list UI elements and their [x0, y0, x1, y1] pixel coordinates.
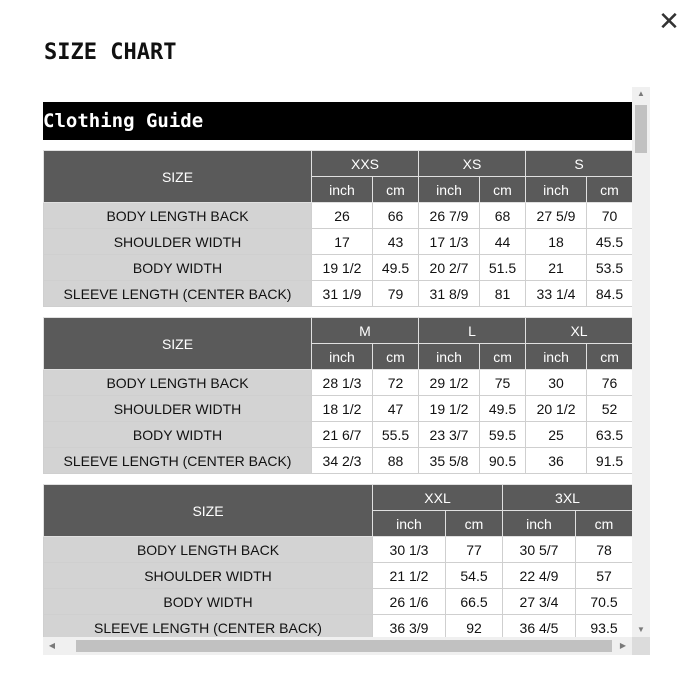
table-cell: 63.5 [587, 422, 632, 448]
size-label: XS [419, 151, 526, 177]
table-cell: 70 [587, 203, 632, 229]
horizontal-scrollbar[interactable] [43, 637, 632, 655]
size-header: SIZE [44, 151, 312, 203]
row-label: SLEEVE LENGTH (CENTER BACK) [44, 615, 373, 638]
table-cell: 90.5 [480, 448, 526, 474]
table-cell: 27 3/4 [503, 589, 576, 615]
row-label: SLEEVE LENGTH (CENTER BACK) [44, 448, 312, 474]
size-header: SIZE [44, 485, 373, 537]
table-cell: 17 1/3 [419, 229, 480, 255]
scrollbar-corner [632, 637, 650, 655]
table-row [44, 281, 633, 307]
table-cell: 77 [446, 537, 503, 563]
unit-inch: inch [312, 177, 373, 203]
size-label: M [312, 318, 419, 344]
unit-cm: cm [480, 344, 526, 370]
row-label: SHOULDER WIDTH [44, 563, 373, 589]
size-chart-scroll-area[interactable] [43, 87, 650, 655]
table-row [44, 255, 633, 281]
scroll-down-arrow-icon[interactable]: ▼ [637, 625, 645, 634]
table-row [44, 370, 633, 396]
table-cell: 84.5 [587, 281, 632, 307]
table-cell: 81 [480, 281, 526, 307]
size-table-3 [43, 484, 632, 637]
table-row [44, 615, 633, 638]
scroll-left-arrow-icon[interactable]: ◀ [48, 641, 56, 650]
size-table-2 [43, 317, 632, 474]
table-cell: 92 [446, 615, 503, 638]
table-cell: 28 1/3 [312, 370, 373, 396]
table-cell: 26 [312, 203, 373, 229]
table-cell: 88 [373, 448, 419, 474]
table-cell: 26 1/6 [373, 589, 446, 615]
table-cell: 21 6/7 [312, 422, 373, 448]
table-row [44, 229, 633, 255]
unit-cm: cm [576, 511, 633, 537]
row-label: BODY WIDTH [44, 589, 373, 615]
unit-inch: inch [503, 511, 576, 537]
table-row [44, 448, 633, 474]
row-label: BODY LENGTH BACK [44, 537, 373, 563]
table-cell: 75 [480, 370, 526, 396]
row-label: SLEEVE LENGTH (CENTER BACK) [44, 281, 312, 307]
scroll-right-arrow-icon[interactable]: ▶ [619, 641, 627, 650]
unit-inch: inch [419, 344, 480, 370]
vertical-scroll-thumb[interactable] [635, 105, 647, 153]
table-cell: 78 [576, 537, 633, 563]
table-cell: 18 1/2 [312, 396, 373, 422]
table-cell: 49.5 [373, 255, 419, 281]
modal-title: SIZE CHART [44, 40, 177, 65]
table-cell: 30 1/3 [373, 537, 446, 563]
row-label: SHOULDER WIDTH [44, 396, 312, 422]
table-cell: 51.5 [480, 255, 526, 281]
table-cell: 49.5 [480, 396, 526, 422]
table-cell: 44 [480, 229, 526, 255]
row-label: BODY WIDTH [44, 255, 312, 281]
table-row [44, 396, 633, 422]
size-label: L [419, 318, 526, 344]
size-header: SIZE [44, 318, 312, 370]
table-cell: 18 [526, 229, 587, 255]
unit-inch: inch [526, 344, 587, 370]
table-row [44, 589, 633, 615]
horizontal-scroll-thumb[interactable] [76, 640, 612, 652]
size-label: S [526, 151, 632, 177]
unit-cm: cm [480, 177, 526, 203]
table-cell: 25 [526, 422, 587, 448]
table-cell: 52 [587, 396, 632, 422]
table-cell: 55.5 [373, 422, 419, 448]
table-cell: 20 2/7 [419, 255, 480, 281]
table-cell: 34 2/3 [312, 448, 373, 474]
table-cell: 66 [373, 203, 419, 229]
table-row [44, 422, 633, 448]
unit-inch: inch [419, 177, 480, 203]
unit-cm: cm [373, 344, 419, 370]
table-cell: 23 3/7 [419, 422, 480, 448]
table-cell: 79 [373, 281, 419, 307]
row-label: BODY LENGTH BACK [44, 203, 312, 229]
table-cell: 47 [373, 396, 419, 422]
scroll-up-arrow-icon[interactable]: ▲ [637, 89, 645, 98]
size-label: XXL [373, 485, 503, 511]
table-cell: 68 [480, 203, 526, 229]
size-label: 3XL [503, 485, 633, 511]
row-label: SHOULDER WIDTH [44, 229, 312, 255]
table-cell: 22 4/9 [503, 563, 576, 589]
table-cell: 53.5 [587, 255, 632, 281]
table-cell: 31 8/9 [419, 281, 480, 307]
unit-cm: cm [587, 344, 632, 370]
size-table-1 [43, 150, 632, 307]
unit-cm: cm [373, 177, 419, 203]
table-cell: 45.5 [587, 229, 632, 255]
close-icon[interactable]: ✕ [658, 7, 680, 37]
table-cell: 70.5 [576, 589, 633, 615]
table-cell: 91.5 [587, 448, 632, 474]
row-label: BODY LENGTH BACK [44, 370, 312, 396]
scroll-content [43, 87, 632, 637]
table-cell: 26 7/9 [419, 203, 480, 229]
table-cell: 20 1/2 [526, 396, 587, 422]
table-cell: 35 5/8 [419, 448, 480, 474]
table-cell: 27 5/9 [526, 203, 587, 229]
table-cell: 21 1/2 [373, 563, 446, 589]
table-cell: 76 [587, 370, 632, 396]
table-cell: 54.5 [446, 563, 503, 589]
size-label: XXS [312, 151, 419, 177]
size-label: XL [526, 318, 632, 344]
row-label: BODY WIDTH [44, 422, 312, 448]
table-cell: 93.5 [576, 615, 633, 638]
table-row [44, 203, 633, 229]
table-cell: 19 1/2 [419, 396, 480, 422]
table-cell: 31 1/9 [312, 281, 373, 307]
table-cell: 36 3/9 [373, 615, 446, 638]
unit-inch: inch [373, 511, 446, 537]
table-cell: 57 [576, 563, 633, 589]
unit-inch: inch [312, 344, 373, 370]
unit-inch: inch [526, 177, 587, 203]
table-cell: 30 [526, 370, 587, 396]
table-cell: 66.5 [446, 589, 503, 615]
table-cell: 43 [373, 229, 419, 255]
table-cell: 33 1/4 [526, 281, 587, 307]
table-cell: 36 [526, 448, 587, 474]
table-cell: 72 [373, 370, 419, 396]
table-cell: 17 [312, 229, 373, 255]
table-cell: 19 1/2 [312, 255, 373, 281]
table-row [44, 563, 633, 589]
table-cell: 29 1/2 [419, 370, 480, 396]
unit-cm: cm [587, 177, 632, 203]
clothing-guide-title: Clothing Guide [43, 102, 632, 140]
table-cell: 59.5 [480, 422, 526, 448]
table-cell: 30 5/7 [503, 537, 576, 563]
unit-cm: cm [446, 511, 503, 537]
table-cell: 36 4/5 [503, 615, 576, 638]
table-cell: 21 [526, 255, 587, 281]
table-row [44, 537, 633, 563]
vertical-scrollbar[interactable] [632, 87, 650, 637]
